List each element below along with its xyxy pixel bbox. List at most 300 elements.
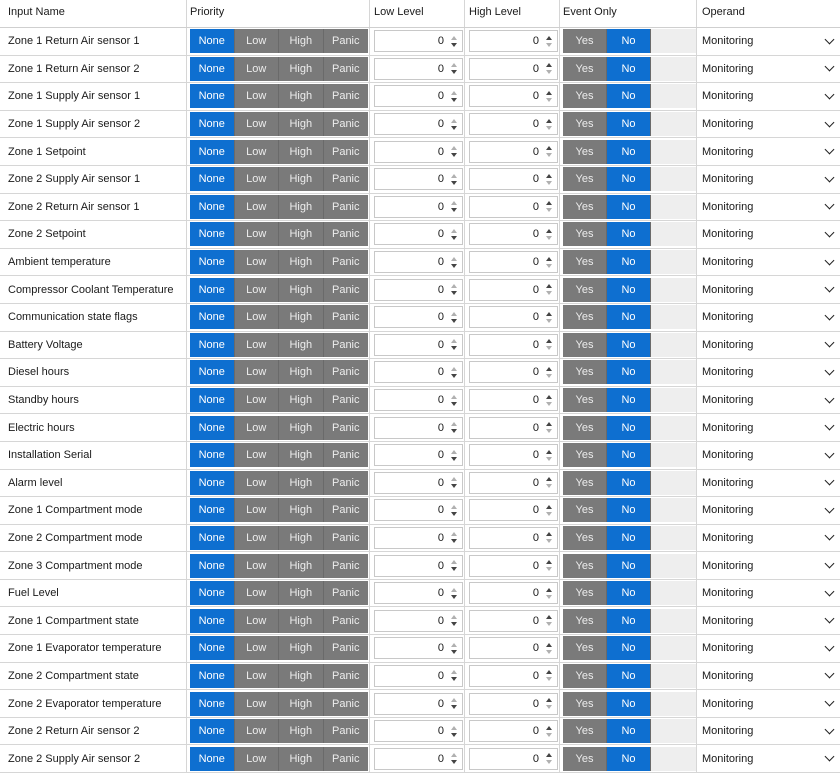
low-level-spinner[interactable] <box>374 444 463 466</box>
priority-high-button[interactable]: High <box>279 747 324 771</box>
spin-up-icon[interactable] <box>546 726 552 730</box>
event-no-button[interactable]: No <box>607 664 651 688</box>
spin-down-icon[interactable] <box>546 539 552 543</box>
chevron-down-icon[interactable] <box>825 476 835 486</box>
priority-low-button[interactable]: Low <box>235 526 280 550</box>
priority-panic-button[interactable]: Panic <box>324 581 369 605</box>
event-yes-button[interactable]: Yes <box>563 112 607 136</box>
low-level-spinner[interactable] <box>374 223 463 245</box>
high-level-spinner[interactable] <box>469 720 558 742</box>
priority-high-button[interactable]: High <box>279 333 324 357</box>
header-operand[interactable]: Operand <box>702 6 745 18</box>
spin-up-icon[interactable] <box>451 201 457 205</box>
spin-up-icon[interactable] <box>546 146 552 150</box>
header-priority[interactable]: Priority <box>187 0 370 27</box>
priority-panic-button[interactable]: Panic <box>324 664 369 688</box>
low-level-spinner[interactable] <box>374 58 463 80</box>
spin-up-icon[interactable] <box>546 284 552 288</box>
priority-panic-button[interactable]: Panic <box>324 84 369 108</box>
event-no-button[interactable]: No <box>607 692 651 716</box>
high-level-value[interactable]: 0 <box>532 283 539 296</box>
priority-panic-button[interactable]: Panic <box>324 719 369 743</box>
event-no-button[interactable]: No <box>607 84 651 108</box>
low-level-value[interactable]: 0 <box>437 642 444 655</box>
priority-high-button[interactable]: High <box>279 195 324 219</box>
event-yes-button[interactable]: Yes <box>563 664 607 688</box>
high-level-value[interactable]: 0 <box>532 256 539 269</box>
event-yes-button[interactable]: Yes <box>563 222 607 246</box>
priority-none-button[interactable]: None <box>190 222 235 246</box>
high-level-spinner[interactable] <box>469 251 558 273</box>
chevron-down-icon[interactable] <box>825 421 835 431</box>
spin-down-icon[interactable] <box>451 43 457 47</box>
priority-high-button[interactable]: High <box>279 305 324 329</box>
priority-high-button[interactable]: High <box>279 278 324 302</box>
low-level-value[interactable]: 0 <box>437 559 444 572</box>
high-level-spinner[interactable] <box>469 582 558 604</box>
priority-panic-button[interactable]: Panic <box>324 388 369 412</box>
spin-down-icon[interactable] <box>546 319 552 323</box>
chevron-down-icon[interactable] <box>825 283 835 293</box>
event-no-button[interactable]: No <box>607 388 651 412</box>
priority-low-button[interactable]: Low <box>235 84 280 108</box>
spin-down-icon[interactable] <box>546 374 552 378</box>
event-yes-button[interactable]: Yes <box>563 305 607 329</box>
spin-up-icon[interactable] <box>451 422 457 426</box>
high-level-spinner[interactable] <box>469 499 558 521</box>
priority-high-button[interactable]: High <box>279 112 324 136</box>
chevron-down-icon[interactable] <box>825 586 835 596</box>
spin-down-icon[interactable] <box>546 70 552 74</box>
spin-down-icon[interactable] <box>546 705 552 709</box>
priority-high-button[interactable]: High <box>279 29 324 53</box>
operand-dropdown[interactable] <box>702 251 836 273</box>
spin-up-icon[interactable] <box>451 753 457 757</box>
priority-high-button[interactable]: High <box>279 167 324 191</box>
priority-none-button[interactable]: None <box>190 443 235 467</box>
low-level-spinner[interactable] <box>374 665 463 687</box>
chevron-down-icon[interactable] <box>825 614 835 624</box>
low-level-value[interactable]: 0 <box>437 228 444 241</box>
priority-none-button[interactable]: None <box>190 167 235 191</box>
operand-dropdown[interactable] <box>702 223 836 245</box>
priority-low-button[interactable]: Low <box>235 250 280 274</box>
spin-up-icon[interactable] <box>546 257 552 261</box>
chevron-down-icon[interactable] <box>825 669 835 679</box>
event-yes-button[interactable]: Yes <box>563 498 607 522</box>
high-level-spinner[interactable] <box>469 361 558 383</box>
chevron-down-icon[interactable] <box>825 752 835 762</box>
priority-none-button[interactable]: None <box>190 195 235 219</box>
chevron-down-icon[interactable] <box>825 697 835 707</box>
chevron-down-icon[interactable] <box>825 503 835 513</box>
spin-down-icon[interactable] <box>546 484 552 488</box>
priority-none-button[interactable]: None <box>190 581 235 605</box>
spin-down-icon[interactable] <box>451 181 457 185</box>
high-level-value[interactable]: 0 <box>532 642 539 655</box>
high-level-value[interactable]: 0 <box>532 228 539 241</box>
low-level-value[interactable]: 0 <box>437 173 444 186</box>
high-level-value[interactable]: 0 <box>532 614 539 627</box>
priority-high-button[interactable]: High <box>279 416 324 440</box>
spin-up-icon[interactable] <box>546 505 552 509</box>
high-level-spinner[interactable] <box>469 555 558 577</box>
priority-low-button[interactable]: Low <box>235 195 280 219</box>
low-level-value[interactable]: 0 <box>437 338 444 351</box>
spin-up-icon[interactable] <box>451 726 457 730</box>
low-level-spinner[interactable] <box>374 637 463 659</box>
priority-panic-button[interactable]: Panic <box>324 278 369 302</box>
spin-down-icon[interactable] <box>451 346 457 350</box>
spin-up-icon[interactable] <box>451 450 457 454</box>
operand-dropdown[interactable] <box>702 141 836 163</box>
priority-low-button[interactable]: Low <box>235 471 280 495</box>
priority-low-button[interactable]: Low <box>235 747 280 771</box>
event-yes-button[interactable]: Yes <box>563 84 607 108</box>
event-yes-button[interactable]: Yes <box>563 250 607 274</box>
high-level-value[interactable]: 0 <box>532 449 539 462</box>
spin-up-icon[interactable] <box>546 36 552 40</box>
high-level-spinner[interactable] <box>469 113 558 135</box>
header-input-name[interactable]: Input Name <box>0 0 187 27</box>
spin-down-icon[interactable] <box>546 43 552 47</box>
chevron-down-icon[interactable] <box>825 559 835 569</box>
priority-low-button[interactable]: Low <box>235 112 280 136</box>
priority-none-button[interactable]: None <box>190 554 235 578</box>
operand-dropdown[interactable] <box>702 472 836 494</box>
low-level-spinner[interactable] <box>374 141 463 163</box>
operand-dropdown[interactable] <box>702 168 836 190</box>
high-level-value[interactable]: 0 <box>532 476 539 489</box>
low-level-value[interactable]: 0 <box>437 697 444 710</box>
priority-low-button[interactable]: Low <box>235 333 280 357</box>
spin-down-icon[interactable] <box>546 760 552 764</box>
low-level-spinner[interactable] <box>374 499 463 521</box>
priority-none-button[interactable]: None <box>190 29 235 53</box>
high-level-spinner[interactable] <box>469 58 558 80</box>
event-no-button[interactable]: No <box>607 443 651 467</box>
priority-low-button[interactable]: Low <box>235 498 280 522</box>
spin-down-icon[interactable] <box>546 181 552 185</box>
low-level-spinner[interactable] <box>374 472 463 494</box>
spin-down-icon[interactable] <box>546 622 552 626</box>
spin-up-icon[interactable] <box>546 588 552 592</box>
spin-down-icon[interactable] <box>451 677 457 681</box>
high-level-spinner[interactable] <box>469 693 558 715</box>
event-yes-button[interactable]: Yes <box>563 195 607 219</box>
high-level-spinner[interactable] <box>469 527 558 549</box>
priority-panic-button[interactable]: Panic <box>324 526 369 550</box>
spin-up-icon[interactable] <box>451 395 457 399</box>
priority-none-button[interactable]: None <box>190 747 235 771</box>
priority-panic-button[interactable]: Panic <box>324 222 369 246</box>
spin-down-icon[interactable] <box>546 457 552 461</box>
low-level-value[interactable]: 0 <box>437 90 444 103</box>
spin-down-icon[interactable] <box>451 595 457 599</box>
low-level-spinner[interactable] <box>374 279 463 301</box>
spin-up-icon[interactable] <box>451 505 457 509</box>
priority-panic-button[interactable]: Panic <box>324 360 369 384</box>
low-level-value[interactable]: 0 <box>437 311 444 324</box>
spin-up-icon[interactable] <box>546 477 552 481</box>
high-level-value[interactable]: 0 <box>532 90 539 103</box>
spin-up-icon[interactable] <box>451 670 457 674</box>
event-no-button[interactable]: No <box>607 112 651 136</box>
chevron-down-icon[interactable] <box>825 117 835 127</box>
operand-dropdown[interactable] <box>702 58 836 80</box>
high-level-spinner[interactable] <box>469 306 558 328</box>
spin-up-icon[interactable] <box>451 339 457 343</box>
priority-high-button[interactable]: High <box>279 471 324 495</box>
operand-dropdown[interactable] <box>702 444 836 466</box>
priority-high-button[interactable]: High <box>279 443 324 467</box>
spin-up-icon[interactable] <box>451 367 457 371</box>
priority-panic-button[interactable]: Panic <box>324 250 369 274</box>
operand-dropdown[interactable] <box>702 527 836 549</box>
priority-low-button[interactable]: Low <box>235 167 280 191</box>
low-level-value[interactable]: 0 <box>437 118 444 131</box>
low-level-value[interactable]: 0 <box>437 394 444 407</box>
operand-dropdown[interactable] <box>702 720 836 742</box>
high-level-spinner[interactable] <box>469 748 558 770</box>
operand-dropdown[interactable] <box>702 361 836 383</box>
spin-up-icon[interactable] <box>451 560 457 564</box>
chevron-down-icon[interactable] <box>825 228 835 238</box>
spin-down-icon[interactable] <box>546 595 552 599</box>
priority-panic-button[interactable]: Panic <box>324 112 369 136</box>
priority-low-button[interactable]: Low <box>235 222 280 246</box>
low-level-spinner[interactable] <box>374 527 463 549</box>
high-level-value[interactable]: 0 <box>532 421 539 434</box>
spin-down-icon[interactable] <box>451 70 457 74</box>
event-yes-button[interactable]: Yes <box>563 747 607 771</box>
priority-high-button[interactable]: High <box>279 692 324 716</box>
event-no-button[interactable]: No <box>607 57 651 81</box>
high-level-spinner[interactable] <box>469 444 558 466</box>
spin-up-icon[interactable] <box>546 560 552 564</box>
high-level-spinner[interactable] <box>469 85 558 107</box>
spin-up-icon[interactable] <box>451 174 457 178</box>
chevron-down-icon[interactable] <box>825 34 835 44</box>
priority-low-button[interactable]: Low <box>235 609 280 633</box>
spin-down-icon[interactable] <box>451 760 457 764</box>
high-level-value[interactable]: 0 <box>532 173 539 186</box>
high-level-spinner[interactable] <box>469 141 558 163</box>
spin-down-icon[interactable] <box>451 126 457 130</box>
priority-none-button[interactable]: None <box>190 609 235 633</box>
event-yes-button[interactable]: Yes <box>563 719 607 743</box>
event-yes-button[interactable]: Yes <box>563 333 607 357</box>
priority-low-button[interactable]: Low <box>235 416 280 440</box>
event-yes-button[interactable]: Yes <box>563 167 607 191</box>
spin-up-icon[interactable] <box>546 532 552 536</box>
event-no-button[interactable]: No <box>607 333 651 357</box>
priority-none-button[interactable]: None <box>190 719 235 743</box>
header-high-level[interactable]: High Level <box>465 0 560 27</box>
operand-dropdown[interactable] <box>702 637 836 659</box>
event-yes-button[interactable]: Yes <box>563 29 607 53</box>
spin-down-icon[interactable] <box>451 402 457 406</box>
high-level-spinner[interactable] <box>469 30 558 52</box>
high-level-value[interactable]: 0 <box>532 338 539 351</box>
event-no-button[interactable]: No <box>607 360 651 384</box>
priority-low-button[interactable]: Low <box>235 278 280 302</box>
chevron-down-icon[interactable] <box>825 62 835 72</box>
chevron-down-icon[interactable] <box>825 145 835 155</box>
priority-none-button[interactable]: None <box>190 636 235 660</box>
spin-down-icon[interactable] <box>451 236 457 240</box>
event-yes-button[interactable]: Yes <box>563 636 607 660</box>
low-level-value[interactable]: 0 <box>437 35 444 48</box>
priority-panic-button[interactable]: Panic <box>324 554 369 578</box>
priority-none-button[interactable]: None <box>190 57 235 81</box>
priority-none-button[interactable]: None <box>190 360 235 384</box>
priority-low-button[interactable]: Low <box>235 29 280 53</box>
spin-down-icon[interactable] <box>451 539 457 543</box>
low-level-spinner[interactable] <box>374 417 463 439</box>
low-level-spinner[interactable] <box>374 306 463 328</box>
priority-none-button[interactable]: None <box>190 692 235 716</box>
chevron-down-icon[interactable] <box>825 90 835 100</box>
spin-up-icon[interactable] <box>546 670 552 674</box>
spin-down-icon[interactable] <box>451 319 457 323</box>
event-no-button[interactable]: No <box>607 305 651 329</box>
priority-high-button[interactable]: High <box>279 609 324 633</box>
priority-low-button[interactable]: Low <box>235 554 280 578</box>
priority-panic-button[interactable]: Panic <box>324 333 369 357</box>
chevron-down-icon[interactable] <box>825 255 835 265</box>
operand-dropdown[interactable] <box>702 30 836 52</box>
low-level-value[interactable]: 0 <box>437 504 444 517</box>
high-level-value[interactable]: 0 <box>532 559 539 572</box>
event-no-button[interactable]: No <box>607 526 651 550</box>
priority-low-button[interactable]: Low <box>235 692 280 716</box>
spin-down-icon[interactable] <box>451 622 457 626</box>
event-no-button[interactable]: No <box>607 498 651 522</box>
spin-up-icon[interactable] <box>546 422 552 426</box>
high-level-spinner[interactable] <box>469 389 558 411</box>
event-yes-button[interactable]: Yes <box>563 609 607 633</box>
low-level-spinner[interactable] <box>374 582 463 604</box>
event-yes-button[interactable]: Yes <box>563 57 607 81</box>
spin-up-icon[interactable] <box>546 450 552 454</box>
spin-down-icon[interactable] <box>451 374 457 378</box>
spin-up-icon[interactable] <box>451 91 457 95</box>
spin-up-icon[interactable] <box>451 119 457 123</box>
high-level-spinner[interactable] <box>469 168 558 190</box>
priority-none-button[interactable]: None <box>190 112 235 136</box>
priority-panic-button[interactable]: Panic <box>324 498 369 522</box>
high-level-value[interactable]: 0 <box>532 200 539 213</box>
spin-down-icon[interactable] <box>451 264 457 268</box>
chevron-down-icon[interactable] <box>825 531 835 541</box>
priority-none-button[interactable]: None <box>190 471 235 495</box>
spin-down-icon[interactable] <box>546 208 552 212</box>
priority-panic-button[interactable]: Panic <box>324 57 369 81</box>
spin-down-icon[interactable] <box>451 291 457 295</box>
high-level-value[interactable]: 0 <box>532 62 539 75</box>
spin-down-icon[interactable] <box>546 236 552 240</box>
low-level-spinner[interactable] <box>374 555 463 577</box>
priority-none-button[interactable]: None <box>190 498 235 522</box>
spin-up-icon[interactable] <box>451 477 457 481</box>
priority-none-button[interactable]: None <box>190 305 235 329</box>
high-level-value[interactable]: 0 <box>532 697 539 710</box>
operand-dropdown[interactable] <box>702 610 836 632</box>
high-level-spinner[interactable] <box>469 637 558 659</box>
operand-dropdown[interactable] <box>702 665 836 687</box>
low-level-value[interactable]: 0 <box>437 200 444 213</box>
operand-dropdown[interactable] <box>702 389 836 411</box>
high-level-spinner[interactable] <box>469 665 558 687</box>
high-level-spinner[interactable] <box>469 472 558 494</box>
high-level-spinner[interactable] <box>469 279 558 301</box>
spin-up-icon[interactable] <box>546 753 552 757</box>
priority-low-button[interactable]: Low <box>235 57 280 81</box>
low-level-spinner[interactable] <box>374 610 463 632</box>
event-yes-button[interactable]: Yes <box>563 388 607 412</box>
spin-up-icon[interactable] <box>546 174 552 178</box>
priority-high-button[interactable]: High <box>279 388 324 412</box>
spin-up-icon[interactable] <box>451 36 457 40</box>
priority-none-button[interactable]: None <box>190 140 235 164</box>
spin-down-icon[interactable] <box>451 733 457 737</box>
low-level-spinner[interactable] <box>374 113 463 135</box>
priority-panic-button[interactable]: Panic <box>324 195 369 219</box>
event-no-button[interactable]: No <box>607 471 651 495</box>
high-level-value[interactable]: 0 <box>532 118 539 131</box>
spin-up-icon[interactable] <box>546 367 552 371</box>
priority-none-button[interactable]: None <box>190 84 235 108</box>
chevron-down-icon[interactable] <box>825 365 835 375</box>
spin-up-icon[interactable] <box>546 229 552 233</box>
low-level-spinner[interactable] <box>374 196 463 218</box>
priority-high-button[interactable]: High <box>279 250 324 274</box>
low-level-value[interactable]: 0 <box>437 421 444 434</box>
spin-down-icon[interactable] <box>451 98 457 102</box>
spin-down-icon[interactable] <box>546 126 552 130</box>
spin-up-icon[interactable] <box>451 312 457 316</box>
priority-panic-button[interactable]: Panic <box>324 29 369 53</box>
low-level-spinner[interactable] <box>374 693 463 715</box>
spin-down-icon[interactable] <box>451 650 457 654</box>
high-level-spinner[interactable] <box>469 610 558 632</box>
operand-dropdown[interactable] <box>702 499 836 521</box>
chevron-down-icon[interactable] <box>825 393 835 403</box>
low-level-value[interactable]: 0 <box>437 531 444 544</box>
high-level-spinner[interactable] <box>469 417 558 439</box>
event-no-button[interactable]: No <box>607 609 651 633</box>
low-level-value[interactable]: 0 <box>437 752 444 765</box>
operand-dropdown[interactable] <box>702 334 836 356</box>
priority-high-button[interactable]: High <box>279 636 324 660</box>
priority-low-button[interactable]: Low <box>235 140 280 164</box>
priority-high-button[interactable]: High <box>279 719 324 743</box>
event-no-button[interactable]: No <box>607 167 651 191</box>
priority-high-button[interactable]: High <box>279 554 324 578</box>
spin-down-icon[interactable] <box>451 567 457 571</box>
event-yes-button[interactable]: Yes <box>563 360 607 384</box>
priority-panic-button[interactable]: Panic <box>324 692 369 716</box>
low-level-spinner[interactable] <box>374 720 463 742</box>
priority-high-button[interactable]: High <box>279 140 324 164</box>
spin-down-icon[interactable] <box>546 429 552 433</box>
spin-down-icon[interactable] <box>451 512 457 516</box>
spin-up-icon[interactable] <box>546 643 552 647</box>
low-level-value[interactable]: 0 <box>437 62 444 75</box>
event-no-button[interactable]: No <box>607 416 651 440</box>
event-no-button[interactable]: No <box>607 747 651 771</box>
